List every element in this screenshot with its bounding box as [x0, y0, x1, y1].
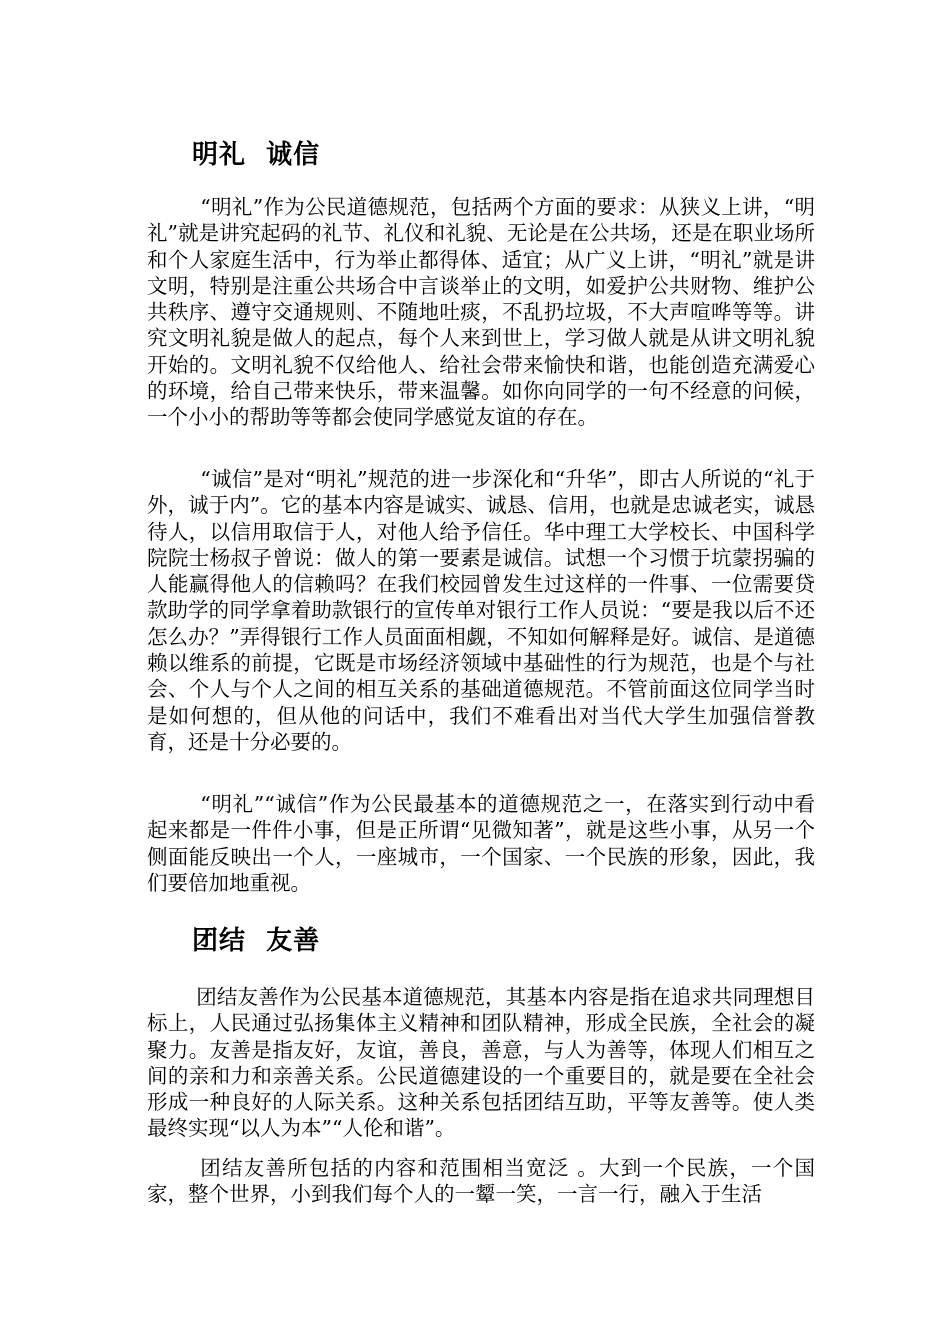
- section-heading-tuanjie-youshan: 团结 友善: [192, 926, 321, 956]
- paragraph-mingli-chengxin-summary: “明礼”“诚信”作为公民最基本的道德规范之一，在落实到行动中看起来都是一件件小事，但是正所谓“见微知著”，就是这些小事，从另一个侧面能反映出一个人，一座城市，一个国家、一个民族的形象，因此，我们要倍加地重视。: [147, 792, 815, 895]
- section-heading-mingli-chengxin: 明礼 诚信: [192, 140, 321, 170]
- paragraph-tuanjie-scope: 团结友善所包括的内容和范围相当宽泛 。大到一个民族，一个国家，整个世界，小到我们每个人的一颦一笑，一言一行，融入于生活: [147, 1156, 815, 1207]
- paragraph-tuanjie-definition: 团结友善作为公民基本道德规范，其基本内容是指在追求共同理想目标上，人民通过弘扬集体主义精神和团队精神，形成全民族，全社会的凝聚力。友善是指友好，友谊，善良，善意，与人为善等，体现人们相互之间的亲和力和亲善关系。公民道德建设的一个重要目的，就是要在全社会形成一种良好的人际关系。这种关系包括团结互助，平等友善等。使人类最终实现“以人为本”“人伦和谐”。: [147, 985, 815, 1141]
- paragraph-chengxin-definition: “诚信”是对“明礼”规范的进一步深化和“升华”，即古人所说的“礼于外，诚于内”。它的基本内容是诚实、诚恳、信用，也就是忠诚老实，诚恳待人，以信用取信于人，对他人给予信任。华中理工大学校长、中国科学院院士杨叔子曾说：做人的第一要素是诚信。试想一个习惯于坑蒙拐骗的人能赢得他人的信赖吗？在我们校园曾发生过这样的一件事、一位需要贷款助学的同学拿着助款银行的宣传单对银行工作人员说：“要是我以后不还怎么办？”弄得银行工作人员面面相觑，不知如何解释是好。诚信、是道德赖以维系的前提，它既是市场经济领域中基础性的行为规范，也是个与社会、个人与个人之间的相互关系的基础道德规范。不管前面这位同学当时是如何想的，但从他的问话中，我们不难看出对当代大学生加强信誉教育，还是十分必要的。: [147, 467, 815, 754]
- paragraph-mingli-definition: “明礼”作为公民道德规范，包括两个方面的要求：从狭义上讲，“明礼”就是讲究起码的礼节、礼仪和礼貌、无论是在公共场，还是在职业场所和个人家庭生活中，行为举止都得体、适宜；从广义上讲，“明礼”就是讲文明，特别是注重公共场合中言谈举止的文明，如爱护公共财物、维护公共秩序、遵守交通规则、不随地吐痰，不乱扔垃圾，不大声喧哗等等。讲究文明礼貌是做人的起点，每个人来到世上，学习做人就是从讲文明礼貌开始的。文明礼貌不仅给他人、给社会带来愉快和谐，也能创造充满爱心的环境，给自己带来快乐，带来温馨。如你向同学的一句不经意的问候，一个小小的帮助等等都会使同学感觉友谊的存在。: [147, 195, 815, 430]
